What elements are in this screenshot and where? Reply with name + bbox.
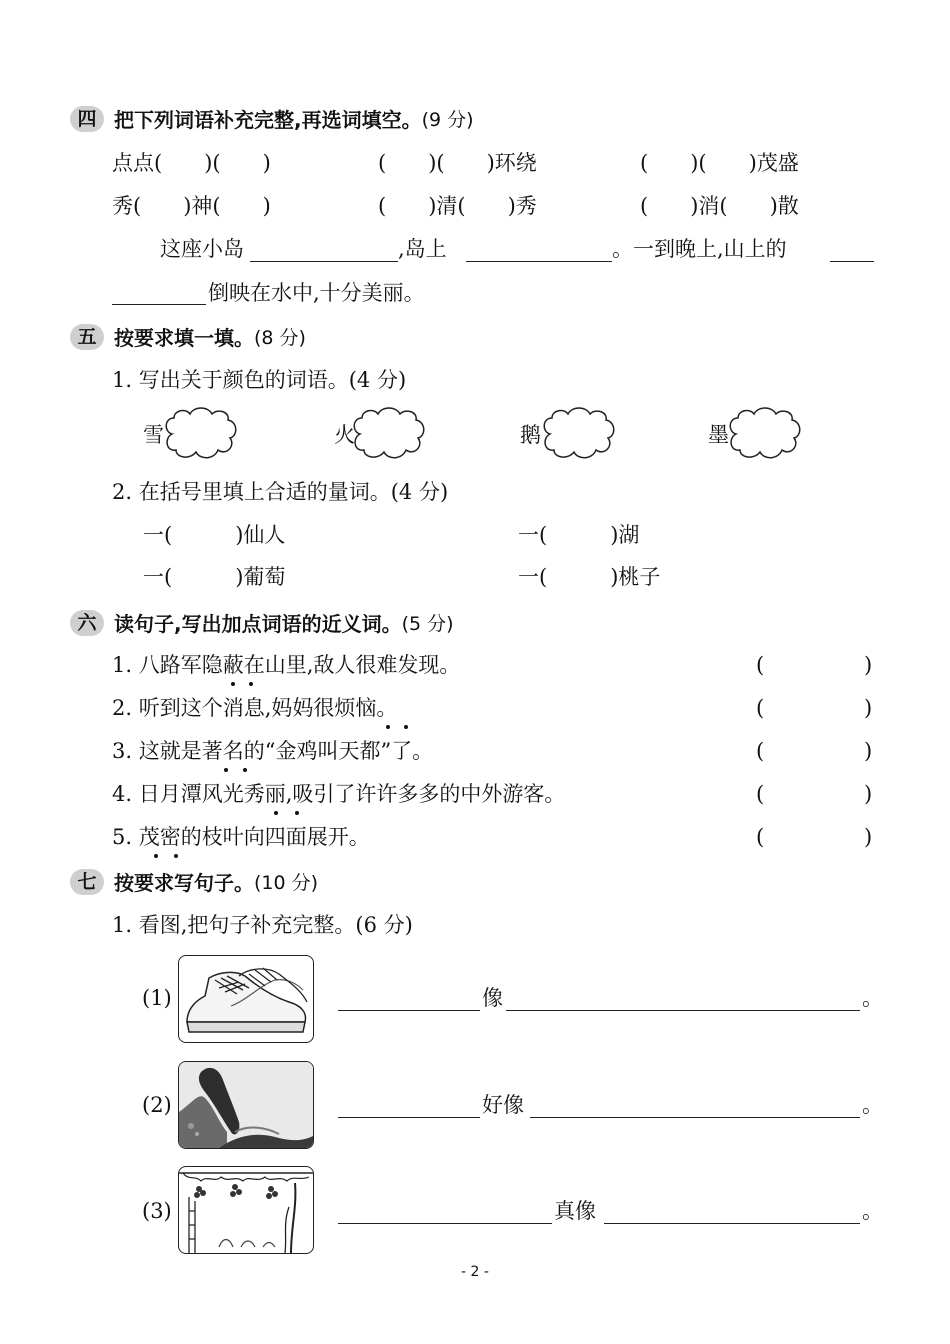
blank-line[interactable] — [338, 1117, 480, 1118]
emphasis-dot — [224, 768, 228, 772]
fill-text-2: ,岛上 — [398, 237, 447, 261]
section-title: 把下列词语补充完整,再选词填空。 — [114, 108, 422, 132]
fill-text-3: 。一到晚上,山上的 — [612, 237, 787, 261]
grapevine-picture — [178, 1166, 314, 1254]
section-score: (5 分) — [401, 613, 454, 635]
row-label: (2) — [142, 1093, 172, 1117]
connector-word: 像 — [482, 986, 503, 1010]
section-number: 四 — [70, 106, 104, 132]
blank-line[interactable] — [830, 261, 874, 262]
blank-line[interactable] — [250, 261, 398, 262]
cloud-answer-box[interactable] — [350, 406, 426, 462]
section-6-heading — [70, 608, 454, 637]
blank-line[interactable] — [338, 1223, 552, 1224]
word-fill-3: ( )( )茂盛 — [640, 151, 799, 175]
emphasis-dot — [274, 811, 278, 815]
section-5-heading — [70, 322, 306, 351]
connector-word: 好像 — [482, 1093, 524, 1117]
emphasis-dot — [243, 768, 247, 772]
connector-word: 真像 — [554, 1199, 596, 1223]
blank-line[interactable] — [604, 1223, 860, 1224]
section-number: 五 — [70, 324, 104, 350]
end-mark: 。 — [862, 1093, 883, 1117]
section-number: 六 — [70, 610, 104, 636]
sentence-2: 2. 听到这个消息,妈妈很烦恼。 — [112, 696, 398, 720]
word-fill-5: ( )清( )秀 — [378, 194, 537, 218]
cloud-answer-box[interactable] — [162, 406, 238, 462]
question-1: 1. 看图,把句子补充完整。(6 分) — [112, 913, 413, 937]
blank-line[interactable] — [112, 304, 206, 305]
answer-close-paren: ) — [864, 696, 873, 720]
rock-picture — [178, 1061, 314, 1149]
question-2: 2. 在括号里填上合适的量词。(4 分) — [112, 480, 449, 504]
section-number: 七 — [70, 869, 104, 895]
fill-text-4: 倒映在水中,十分美丽。 — [208, 281, 425, 305]
answer-open-paren: ( — [756, 782, 765, 806]
measure-item-1: 一( )仙人 — [143, 523, 286, 547]
section-title: 按要求填一填。 — [114, 326, 254, 350]
section-score: (9 分) — [421, 109, 474, 131]
page-number: - 2 - — [461, 1264, 489, 1280]
cloud-answer-box[interactable] — [726, 406, 802, 462]
row-label: (3) — [142, 1199, 172, 1223]
answer-close-paren: ) — [864, 782, 873, 806]
answer-open-paren: ( — [756, 739, 765, 763]
fill-text-1: 这座小岛 — [160, 237, 244, 261]
emphasis-dot — [404, 725, 408, 729]
answer-close-paren: ) — [864, 653, 873, 677]
blank-line[interactable] — [530, 1117, 860, 1118]
color-word-4: 墨 — [708, 423, 729, 447]
row-label: (1) — [142, 986, 172, 1010]
emphasis-dot — [249, 682, 253, 686]
section-4-heading — [70, 104, 474, 133]
color-word-1: 雪 — [143, 423, 164, 447]
measure-item-4: 一( )桃子 — [518, 565, 661, 589]
sentence-3: 3. 这就是著名的“金鸡叫天都”了。 — [112, 739, 434, 763]
end-mark: 。 — [862, 986, 883, 1010]
emphasis-dot — [154, 854, 158, 858]
answer-open-paren: ( — [756, 653, 765, 677]
emphasis-dot — [386, 725, 390, 729]
blank-line[interactable] — [466, 261, 612, 262]
color-word-3: 鹅 — [520, 423, 541, 447]
emphasis-dot — [174, 854, 178, 858]
section-score: (10 分) — [254, 872, 319, 894]
emphasis-dot — [231, 682, 235, 686]
section-7-heading — [70, 867, 318, 896]
sneakers-picture — [178, 955, 314, 1043]
measure-item-3: 一( )葡萄 — [143, 565, 286, 589]
sentence-5: 5. 茂密的枝叶向四面展开。 — [112, 825, 370, 849]
sentence-4: 4. 日月潭风光秀丽,吸引了许许多多的中外游客。 — [112, 782, 566, 806]
color-word-2: 火 — [334, 423, 355, 447]
answer-open-paren: ( — [756, 696, 765, 720]
question-1: 1. 写出关于颜色的词语。(4 分) — [112, 368, 407, 392]
section-title: 按要求写句子。 — [114, 871, 254, 895]
word-fill-4: 秀( )神( ) — [112, 194, 271, 218]
measure-item-2: 一( )湖 — [518, 523, 640, 547]
emphasis-dot — [295, 811, 299, 815]
sentence-1: 1. 八路军隐蔽在山里,敌人很难发现。 — [112, 653, 461, 677]
end-mark: 。 — [862, 1199, 883, 1223]
blank-line[interactable] — [506, 1010, 860, 1011]
answer-open-paren: ( — [756, 825, 765, 849]
answer-close-paren: ) — [864, 825, 873, 849]
section-score: (8 分) — [254, 327, 306, 349]
word-fill-6: ( )消( )散 — [640, 194, 799, 218]
section-title: 读句子,写出加点词语的近义词。 — [114, 612, 402, 636]
blank-line[interactable] — [338, 1010, 480, 1011]
answer-close-paren: ) — [864, 739, 873, 763]
word-fill-2: ( )( )环绕 — [378, 151, 537, 175]
word-fill-1: 点点( )( ) — [112, 151, 271, 175]
cloud-answer-box[interactable] — [540, 406, 616, 462]
